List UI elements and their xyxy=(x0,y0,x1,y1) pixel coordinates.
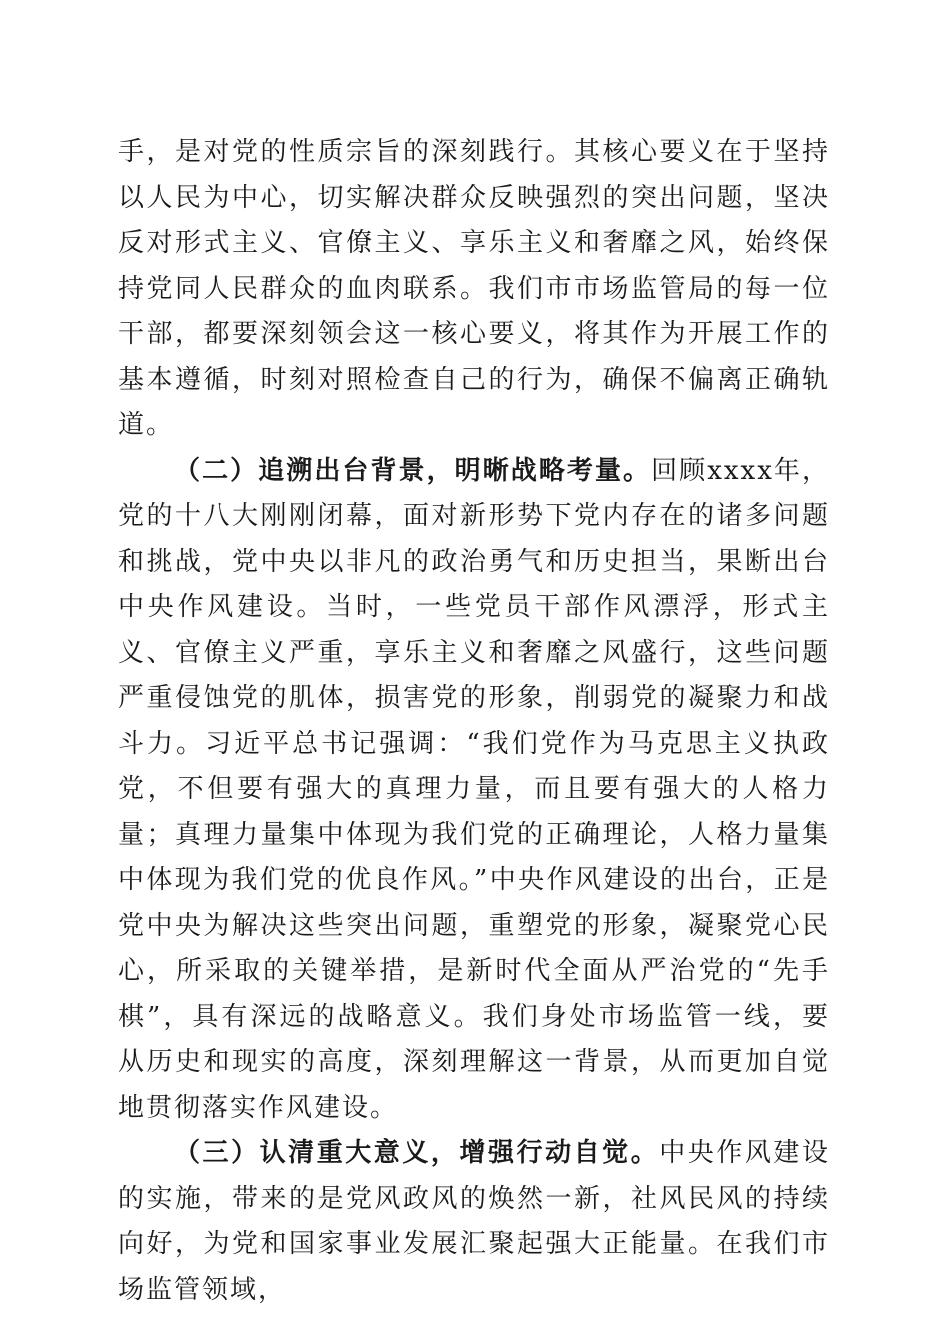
paragraph-1-text: 手，是对党的性质宗旨的深刻践行。其核心要义在于坚持以人民为中心，切实解决群众反映强烈的突出问题，坚决反对形式主义、官僚主义、享乐主义和奢靡之风，始终保持党同人民群众的血肉联系。我们市市场监管局的每一位干部，都要深刻领会这一核心要义，将其作为开展工作的基本遵循，时刻对照检查自己的行为，确保不偏离正确轨道。 xyxy=(118,137,830,440)
section-2-heading: （二）追溯出台背景，明晰战略考量。 xyxy=(174,455,652,486)
document-body xyxy=(118,130,830,1313)
section-3-heading: （三）认清重大意义，增强行动自觉。 xyxy=(174,1138,660,1168)
paragraph-continuation xyxy=(118,130,830,449)
section-3-text: 中央作风建设的实施，带来的是党风政风的焕然一新，社风民风的持续向好，为党和国家事业发展汇聚起强大正能量。在我们市场监管领域， xyxy=(118,1138,830,1305)
paragraph-section-2 xyxy=(118,449,830,1132)
section-2-text: 回顾xxxx年，党的十八大刚刚闭幕，面对新形势下党内存在的诸多问题和挑战，党中央以非凡的政治勇气和历史担当，果断出台中央作风建设。当时，一些党员干部作风漂浮，形式主义、官僚主义严重，享乐主义和奢靡之风盛行，这些问题严重侵蚀党的肌体，损害党的形象，削弱党的凝聚力和战斗力。习近平总书记强调：“我们党作为马克思主义执政党，不但要有强大的真理力量，而且要有强大的人格力量；真理力量集中体现为我们党的正确理论，人格力量集中体现为我们党的优良作风。”中央作风建设的出台，正是党中央为解决这些突出问题，重塑党的形象，凝聚党心民心，所采取的关键举措，是新时代全面从严治党的“先手棋”，具有深远的战略意义。我们身处市场监管一线，要从历史和现实的高度，深刻理解这一背景，从而更加自觉地贯彻落实作风建设。 xyxy=(118,455,830,1123)
paragraph-section-3 xyxy=(118,1131,830,1313)
